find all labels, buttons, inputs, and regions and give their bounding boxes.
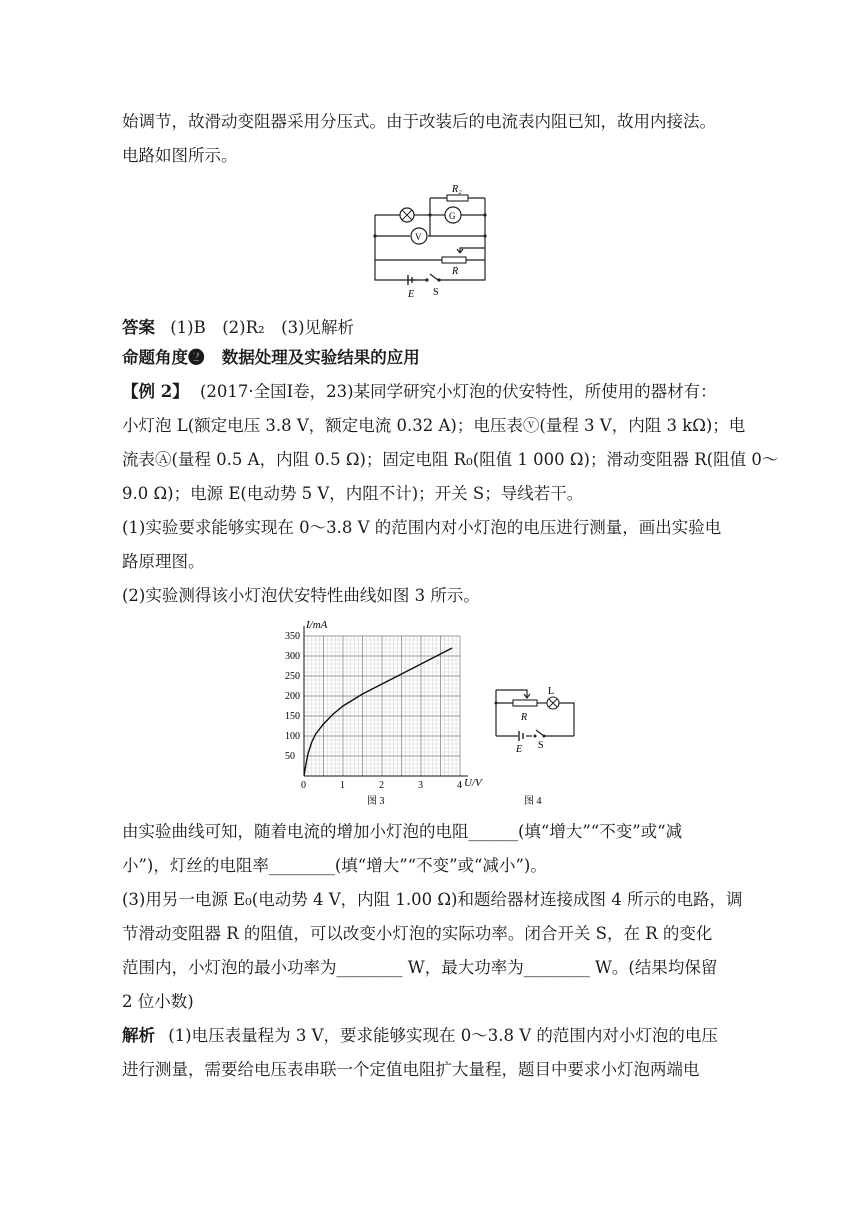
intro-line-2: 电路如图所示。 (122, 146, 238, 165)
angle-label: 命题角度❷ (122, 348, 205, 367)
analysis-text-1: (1)电压表量程为 3 V，要求能够实现在 0～3.8 V 的范围内对小灯泡的电压 (168, 1026, 718, 1045)
y-tick-label: 150 (285, 711, 300, 722)
circuit-diagram-4 (490, 680, 590, 810)
y-axis-label: I/mA (306, 619, 328, 631)
y-tick-label: 50 (285, 751, 295, 762)
label-s-fig4: S (538, 740, 544, 751)
figure3-caption: 图 3 (367, 796, 385, 807)
question-3c: 范围内，小灯泡的最小功率为________ W，最大功率为________ W。(结果均保留 (122, 958, 718, 977)
label-e: E (408, 289, 415, 300)
intro-line-1: 始调节，故滑动变阻器采用分压式。由于改装后的电流表内阻已知，故用内接法。 (122, 112, 716, 131)
circuit-diagram-1 (360, 178, 500, 300)
x-tick-label: 3 (418, 780, 423, 791)
label-r2: R₂ (452, 184, 462, 195)
analysis-line-1 (122, 1024, 760, 1048)
after-chart-line-1: 由实验曲线可知，随着电流的增加小灯泡的电阻______(填“增大”“不变”或“减 (122, 822, 683, 841)
label-r: R (452, 266, 459, 277)
y-tick-label: 250 (285, 671, 300, 682)
rheostat-r (442, 257, 466, 263)
example-line-2: 小灯泡 L(额定电压 3.8 V，额定电流 0.32 A)；电压表ⓥ(量程 3 V，内阻 3 kΩ)；电 (122, 416, 746, 435)
x-tick-label: 0 (301, 780, 306, 791)
question-1b: 路原理图。 (122, 552, 205, 571)
label-e-fig4: E (516, 744, 523, 755)
example-line-4: 9.0 Ω)；电源 E(电动势 5 V，内阻不计)；开关 S；导线若干。 (122, 484, 584, 503)
answer-label: 答案 (122, 318, 155, 337)
angle-title: 数据处理及实验结果的应用 (221, 348, 420, 367)
question-3a: (3)用另一电源 E₀(电动势 4 V，内阻 1.00 Ω)和题给器材连接成图 4 所示的电路，调 (122, 890, 743, 909)
after-chart-line-2: 小”)，灯丝的电阻率________(填“增大”“不变”或“减小”)。 (122, 856, 547, 875)
label-l: L (548, 686, 555, 697)
label-r-fig4: R (521, 712, 528, 723)
label-v: V (415, 232, 422, 242)
battery-e0-icon (519, 731, 523, 741)
iv-curve-chart (270, 618, 500, 808)
angle-line (122, 346, 760, 370)
example-tag: 【例 2】 (122, 382, 189, 401)
answer-items: (1)B (2)R₂ (3)见解析 (170, 318, 355, 337)
rheostat-r-fig4 (513, 700, 537, 706)
label-g: G (449, 211, 456, 221)
question-3b: 节滑动变阻器 R 的阻值，可以改变小灯泡的实际功率。闭合开关 S，在 R 的变化 (122, 924, 713, 943)
question-3d: 2 位小数) (122, 992, 194, 1011)
y-tick-label: 100 (285, 731, 300, 742)
y-tick-label: 300 (285, 651, 300, 662)
resistor-r2 (447, 195, 468, 201)
x-tick-label: 4 (457, 780, 462, 791)
example-line-3: 流表Ⓐ(量程 0.5 A，内阻 0.5 Ω)；固定电阻 R₀(阻值 1 000 Ω)；滑动变阻器 R(阻值 0～ (122, 450, 779, 469)
example-source: (2017·全国Ⅰ卷，23) (199, 382, 354, 401)
answer-line (122, 316, 760, 340)
figure4-caption: 图 4 (524, 796, 542, 807)
question-2: (2)实验测得该小灯泡伏安特性曲线如图 3 所示。 (122, 586, 480, 605)
y-tick-label: 350 (285, 631, 300, 642)
y-tick-label: 200 (285, 691, 300, 702)
x-tick-label: 2 (379, 780, 384, 791)
label-s: S (433, 287, 439, 298)
example-line-1 (122, 380, 760, 404)
analysis-line-2: 进行测量，需要给电压表串联一个定值电阻扩大量程，题目中要求小灯泡两端电 (122, 1060, 700, 1079)
analysis-label: 解析 (122, 1026, 155, 1045)
question-1a: (1)实验要求能够实现在 0～3.8 V 的范围内对小灯泡的电压进行测量，画出实验电 (122, 518, 722, 537)
x-tick-label: 1 (340, 780, 345, 791)
example-text-1: 某同学研究小灯泡的伏安特性，所使用的器材有： (353, 382, 717, 401)
x-axis-label: U/V (464, 777, 482, 789)
